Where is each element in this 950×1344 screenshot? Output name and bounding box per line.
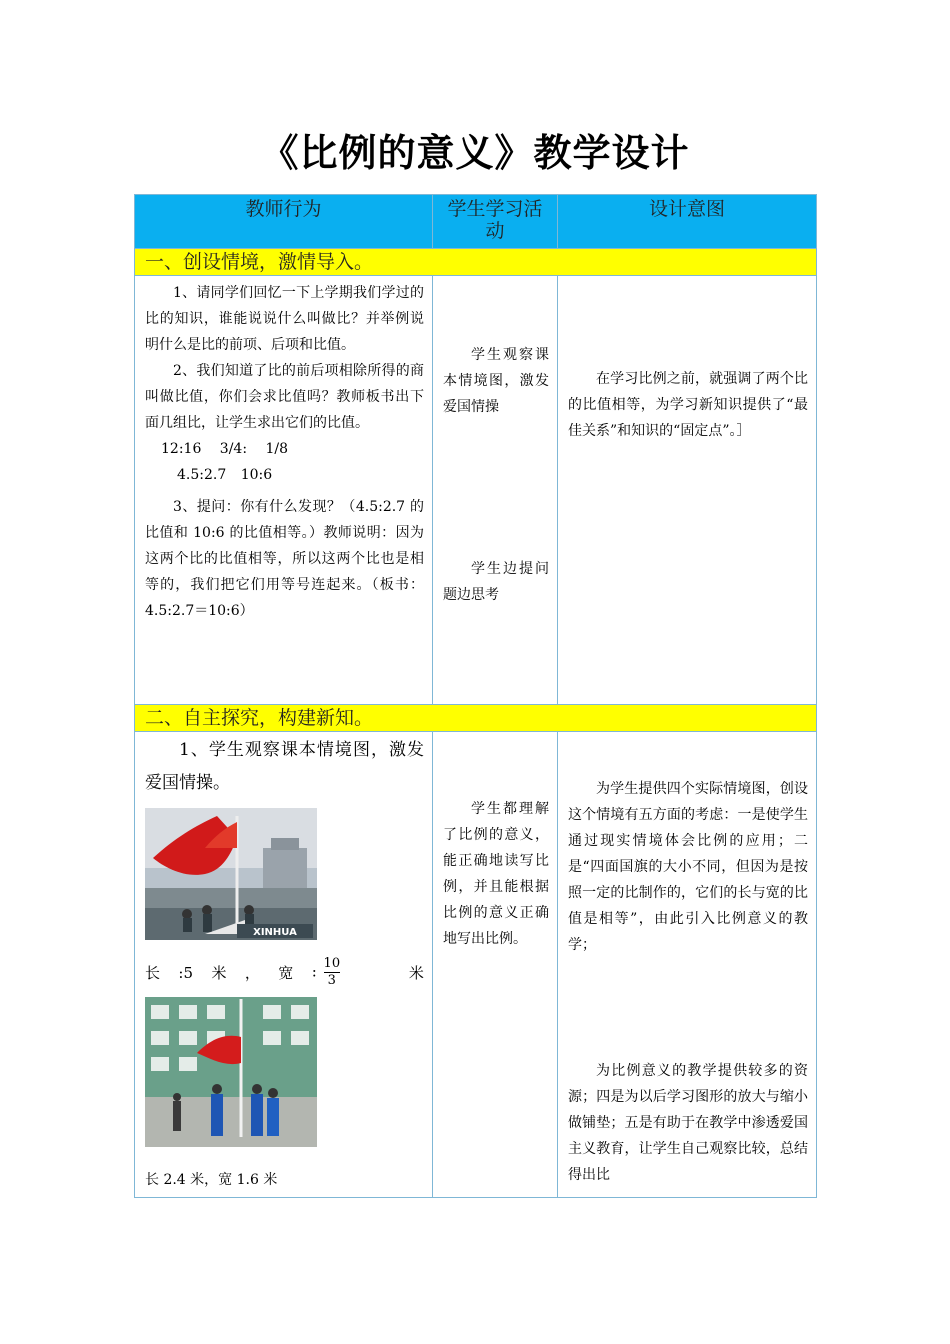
header-design: 设计意图: [558, 195, 817, 249]
section1-teacher-p3: 3、提问：你有什么发现？（4.5:2.7 的比值和 10:6 的比值相等。）教师说明：因为这两个比的比值相等，所以这两个比也是相等的，我们把它们用等号连起来。（板书：4.5:2.7＝10:6）: [145, 499, 424, 619]
section1-heading: 一、创设情境，激情导入。: [135, 249, 817, 276]
ratio-line-1: 12:16 3/4: 1/8: [161, 441, 289, 457]
section2-design-d1: 为学生提供四个实际情境图，创设这个情境有五方面的考虑：一是使学生通过现实情境体会比例的应用；二是“四面国旗的大小不同，但因为是按照一定的比制作的，它们的长与宽的比值是相等”，由此引入比例意义的教学；: [568, 781, 808, 953]
fraction-10-3: $\frac{10}{3}$: [323, 956, 341, 988]
ratio-line-2: 4.5:2.7 10:6: [177, 467, 273, 483]
section2-design-d2: 为比例意义的教学提供较多的资源；四是为以后学习图形的放大与缩小做铺垫；五是有助于在教学中渗透爱国主义教育，让学生自己观察比较，总结得出比: [568, 1063, 808, 1183]
header-student: 学生学习活动: [433, 195, 558, 249]
section1-student-a1: 学生观察课本情境图，激发爱国情操: [443, 347, 549, 415]
header-row: [135, 195, 817, 249]
section1-design-cell: [558, 276, 817, 705]
section2-design-cell: [558, 732, 817, 1198]
section2-heading-row: [135, 705, 817, 732]
section1-heading-row: [135, 249, 817, 276]
section1-teacher-p2: 2、我们知道了比的前后项相除所得的商叫做比值，你们会求比值吗？教师板书出下面几组比，让学生求出它们的比值。: [145, 363, 424, 431]
page-title: 《比例的意义》教学设计: [260, 131, 690, 175]
flag2-dimensions: 长 2.4 米，宽 1.6 米: [145, 1172, 278, 1188]
lesson-plan-table: [134, 194, 817, 1198]
flag-raising-photo-1: [145, 808, 317, 940]
photo-watermark: XINHUA: [253, 927, 297, 938]
section2-student: 学生都理解了比例的意义，能正确地读写比例，并且能根据比例的意义正确地写出比例。: [443, 801, 549, 947]
section2-heading: 二、自主探究，构建新知。: [135, 705, 817, 732]
section1-teacher-cell: [135, 276, 433, 705]
section2-row: [135, 732, 817, 1198]
section1-row: [135, 276, 817, 705]
section2-student-cell: [433, 732, 558, 1198]
section1-design: 在学习比例之前，就强调了两个比的比值相等，为学习新知识提供了“最佳关系”和知识的“固定点”。］: [568, 371, 808, 439]
section1-student-cell: [433, 276, 558, 705]
section2-teacher-cell: [135, 732, 433, 1198]
section1-student-a2: 学生边提问题边思考: [443, 561, 549, 603]
header-teacher: 教师行为: [135, 195, 433, 249]
section2-teacher-p1: 1、学生观察课本情境图，激发爱国情操。: [145, 740, 424, 793]
flag-raising-photo-2: [145, 997, 317, 1147]
flag1-dimensions: 长 :5 米 ， 宽 : $\frac{10}{3}$ 米: [145, 956, 424, 988]
section1-teacher-p1: 1、请同学们回忆一下上学期我们学过的比的知识，谁能说说什么叫做比？并举例说明什么是比的前项、后项和比值。: [145, 285, 424, 353]
